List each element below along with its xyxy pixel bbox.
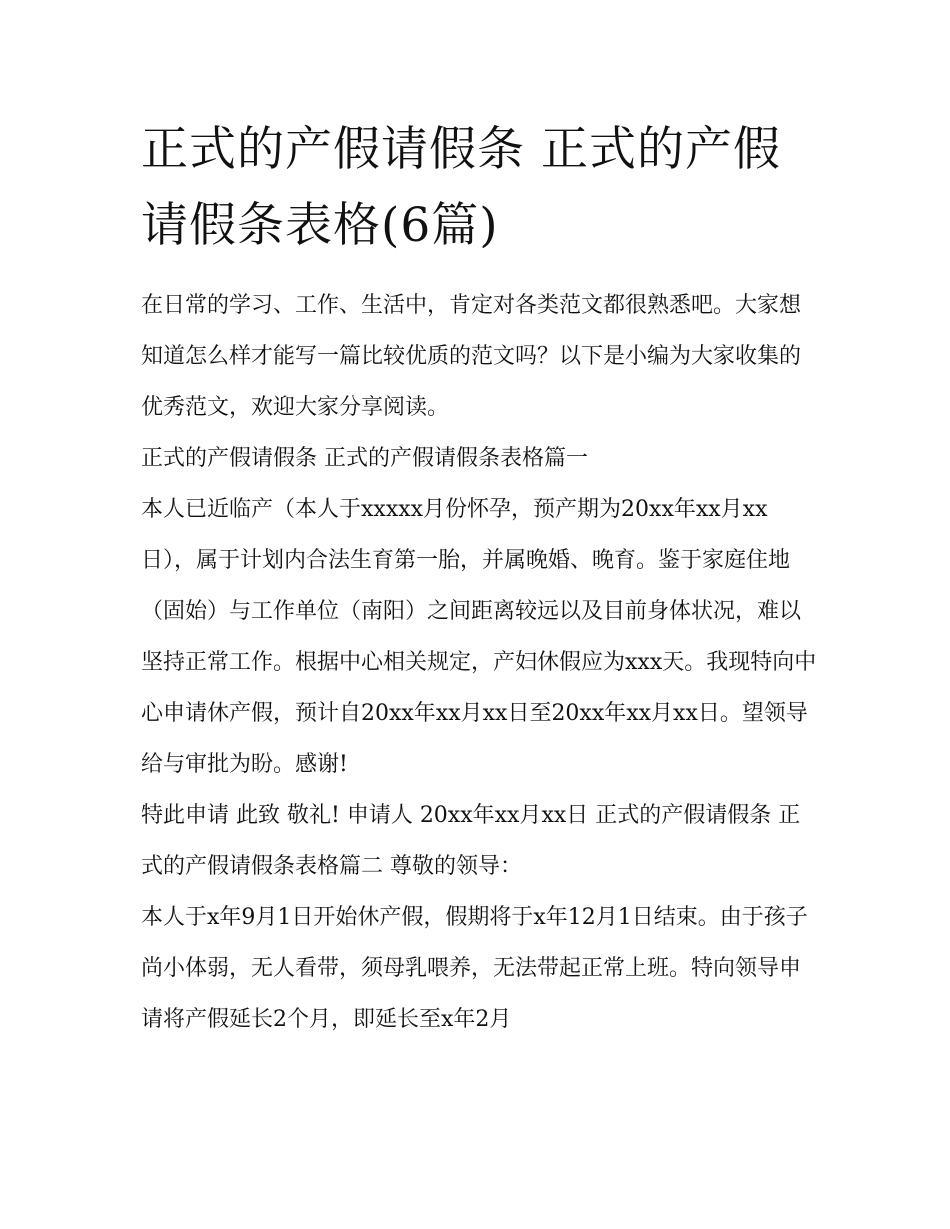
body-paragraph-2: 本人于x年9月1日开始休产假，假期将于x年12月1日结束。由于孩子尚小体弱，无人看带，须母乳喂养，无法带起正常上班。特向领导申请将产假延长2个月，即延长至x年2月 (141, 905, 808, 1032)
body-paragraph-1: 本人已近临产（本人于xxxxx月份怀孕，预产期为20xx年xx月xx日），属于计划内合法生育第一胎，并属晚婚、晚育。鉴于家庭住地（固始）与工作单位（南阳）之间距离较远以及目前身体状况，难以坚持正常工作。根据中心相关规定，产妇休假应为xxx天。我现特向中心申请休产假，预计自20xx年xx月xx日至20xx年xx月xx日。望领导给与审批为盼。感谢! (141, 497, 817, 777)
document-page (141, 112, 821, 1045)
intro-paragraph: 在日常的学习、工作、生活中，肯定对各类范文都很熟悉吧。大家想知道怎么样才能写一篇比较优质的范文吗？以下是小编为大家收集的优秀范文，欢迎大家分享阅读。 (141, 293, 802, 420)
closing-paragraph: 特此申请 此致 敬礼! 申请人 20xx年xx月xx日 正式的产假请假条 正式的产假请假条表格篇二 尊敬的领导： (141, 803, 801, 879)
document-title: 正式的产假请假条 正式的产假请假条表格(6篇) (141, 122, 781, 253)
section-heading-1: 正式的产假请假条 正式的产假请假条表格篇一 (141, 446, 588, 471)
